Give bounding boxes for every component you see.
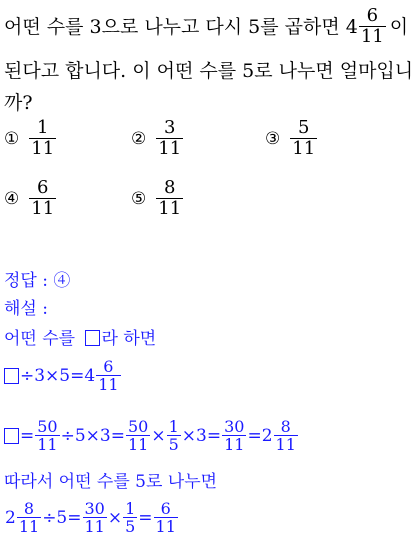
question-mixed-fraction: $\frac{6}{11}$	[360, 5, 384, 47]
explanation-intro: 어떤 수를 라 하면	[4, 329, 157, 349]
question-line-2: 된다고 합니다. 이 어떤 수를 5로 나누면 얼마입니	[4, 60, 413, 82]
question-text-1: 어떤 수를 3으로 나누고 다시 5를 곱하면 4	[4, 15, 358, 38]
conclusion-text: 따라서 어떤 수를 5로 나누면	[4, 472, 218, 492]
question-line-3: 까?	[4, 92, 33, 114]
choice-3[interactable]: ③ $\frac{5}{11}$	[265, 117, 316, 159]
equation-1: ÷3×5=4 $\frac{6}{11}$	[4, 358, 121, 393]
choice-2[interactable]: ② $\frac{3}{11}$	[131, 117, 182, 159]
choice-1[interactable]: ① $\frac{1}{11}$	[4, 117, 55, 159]
blank-box	[4, 428, 19, 444]
question-text-1-end: 이	[389, 15, 409, 38]
choice-4[interactable]: ④ $\frac{6}{11}$	[4, 177, 55, 219]
blank-box	[4, 368, 19, 384]
choice-5[interactable]: ⑤ $\frac{8}{11}$	[131, 177, 182, 219]
answer-label: 정답 : ④	[4, 271, 71, 291]
blank-box	[85, 330, 100, 346]
equation-3: 2 $\frac{8}{11}$ ÷5= $\frac{30}{11}$ × $\frac{1}{5}$ = $\frac{6}{11}$	[5, 499, 176, 536]
question-line-1	[4, 6, 408, 47]
equation-2: = $\frac{50}{11}$ ÷5×3= $\frac{50}{11}$ × $\frac{1}{5}$ ×3= $\frac{30}{11}$ =2 $\frac{8}{11}$	[4, 418, 298, 453]
explanation-label: 해설 :	[4, 299, 48, 319]
